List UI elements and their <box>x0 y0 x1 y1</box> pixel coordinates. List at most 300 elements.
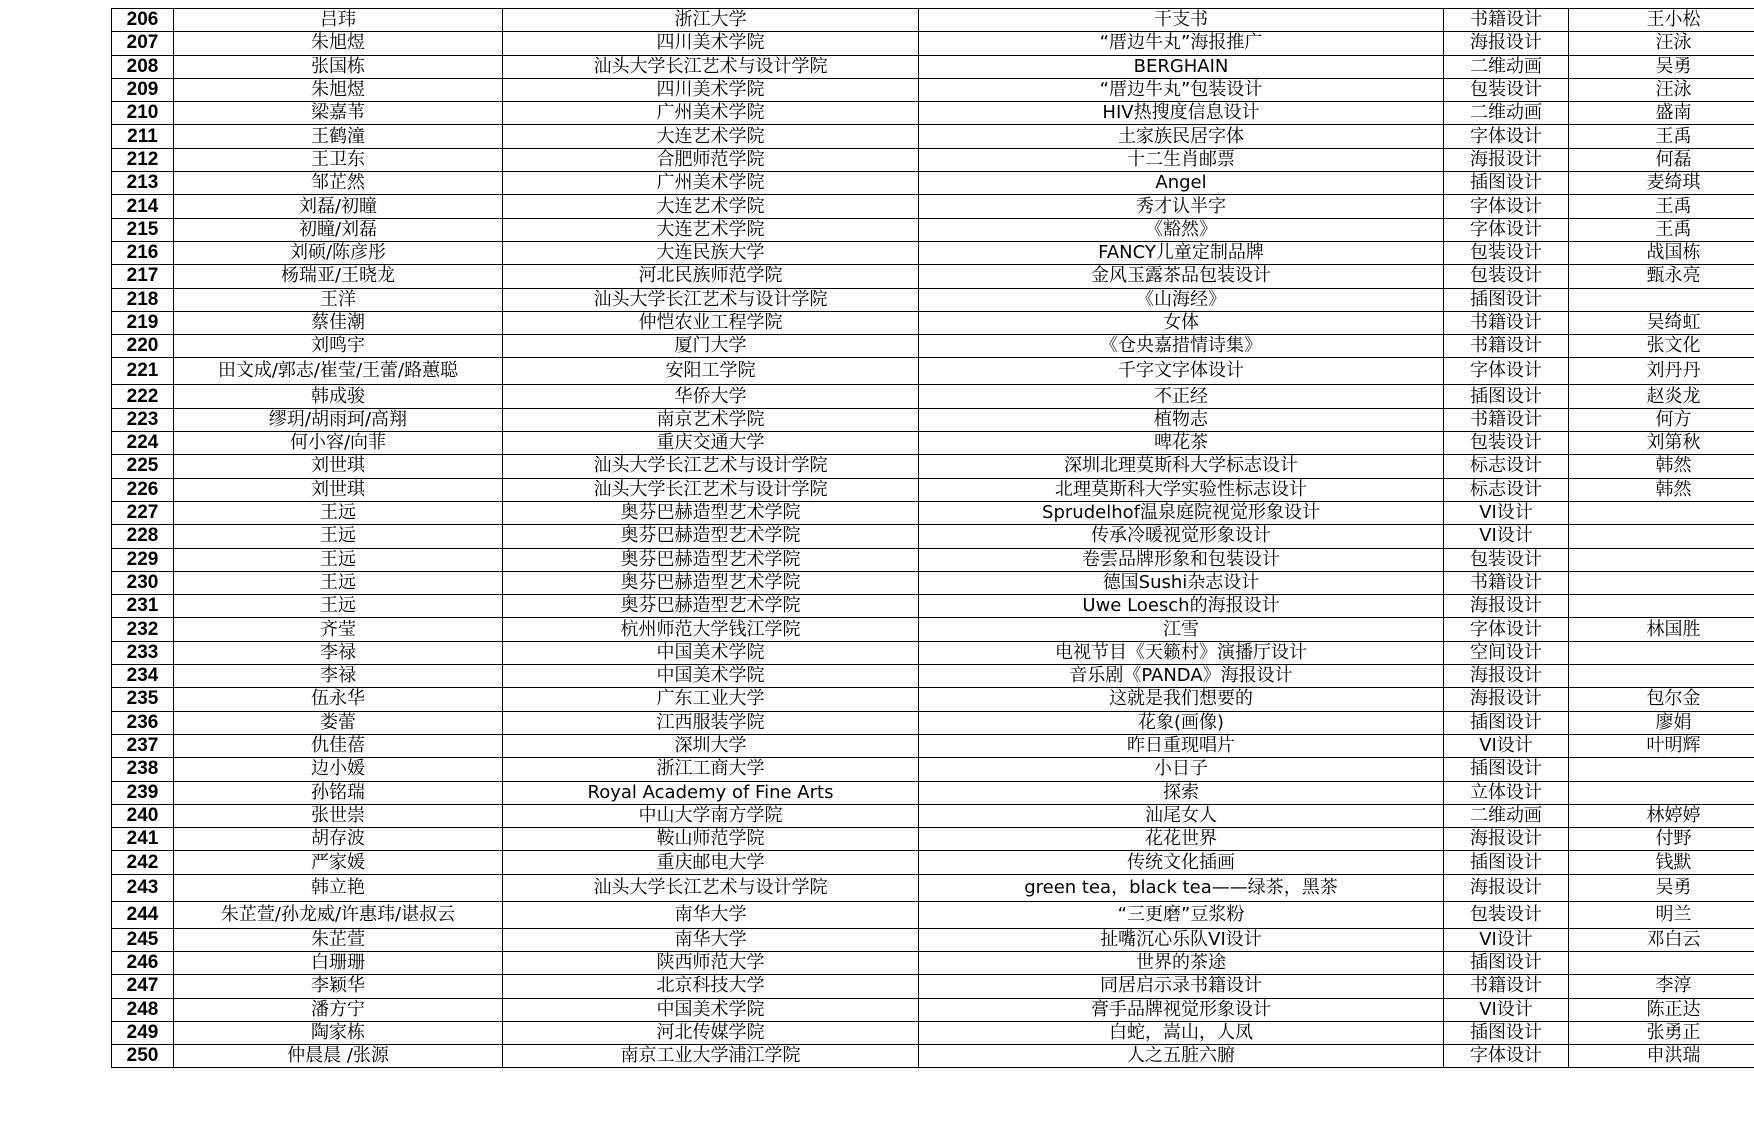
work-title-cell: Sprudelhof温泉庭院视觉形象设计 <box>919 501 1444 524</box>
tutor-cell: 甄永亮 <box>1569 265 1754 288</box>
author-cell: 仇佳蓓 <box>174 734 503 757</box>
tutor-cell <box>1569 571 1754 594</box>
school-cell: 安阳工学院 <box>503 358 919 385</box>
tutor-cell <box>1569 501 1754 524</box>
work-title-cell: Angel <box>919 172 1444 195</box>
category-cell: 海报设计 <box>1444 874 1569 901</box>
school-cell: 奥芬巴赫造型艺术学院 <box>503 571 919 594</box>
author-cell: 王洋 <box>174 288 503 311</box>
category-cell: 包装设计 <box>1444 901 1569 928</box>
entry-number-cell: 210 <box>112 102 174 125</box>
category-cell: 包装设计 <box>1444 548 1569 571</box>
table-row <box>112 828 1754 851</box>
author-cell: 李禄 <box>174 665 503 688</box>
entries-table <box>111 8 1754 1068</box>
category-cell: 空间设计 <box>1444 641 1569 664</box>
work-title-cell: 这就是我们想要的 <box>919 688 1444 711</box>
school-cell: 河北民族师范学院 <box>503 265 919 288</box>
author-cell: 刘磊/初瞳 <box>174 195 503 218</box>
work-title-cell: 小日子 <box>919 758 1444 781</box>
entry-number-cell: 249 <box>112 1021 174 1044</box>
tutor-cell <box>1569 665 1754 688</box>
entry-number-cell: 206 <box>112 9 174 32</box>
entry-number-cell: 230 <box>112 571 174 594</box>
table-row <box>112 665 1754 688</box>
entry-number-cell: 234 <box>112 665 174 688</box>
author-cell: 朱旭煜 <box>174 78 503 101</box>
table-row <box>112 385 1754 408</box>
category-cell: 字体设计 <box>1444 358 1569 385</box>
table-row <box>112 595 1754 618</box>
category-cell: 插图设计 <box>1444 385 1569 408</box>
tutor-cell: 刘第秋 <box>1569 432 1754 455</box>
school-cell: 鞍山师范学院 <box>503 828 919 851</box>
author-cell: 蔡佳潮 <box>174 311 503 334</box>
author-cell: 孙铭瑞 <box>174 781 503 804</box>
category-cell: 插图设计 <box>1444 1021 1569 1044</box>
category-cell: VI设计 <box>1444 998 1569 1021</box>
entry-number-cell: 235 <box>112 688 174 711</box>
category-cell: 字体设计 <box>1444 125 1569 148</box>
entry-number-cell: 215 <box>112 218 174 241</box>
tutor-cell: 刘丹丹 <box>1569 358 1754 385</box>
tutor-cell: 李淳 <box>1569 975 1754 998</box>
work-title-cell: 传承冷暖视觉形象设计 <box>919 525 1444 548</box>
tutor-cell: 付野 <box>1569 828 1754 851</box>
author-cell: 边小媛 <box>174 758 503 781</box>
work-title-cell: HIV热搜度信息设计 <box>919 102 1444 125</box>
entry-number-cell: 237 <box>112 734 174 757</box>
table-row <box>112 641 1754 664</box>
entry-number-cell: 240 <box>112 804 174 827</box>
table-row <box>112 408 1754 431</box>
author-cell: 朱旭煜 <box>174 32 503 55</box>
table-row <box>112 781 1754 804</box>
category-cell: 插图设计 <box>1444 288 1569 311</box>
table-row <box>112 571 1754 594</box>
category-cell: 海报设计 <box>1444 665 1569 688</box>
author-cell: 潘方宁 <box>174 998 503 1021</box>
table-row <box>112 455 1754 478</box>
category-cell: 书籍设计 <box>1444 975 1569 998</box>
work-title-cell: 探索 <box>919 781 1444 804</box>
school-cell: Royal Academy of Fine Arts <box>503 781 919 804</box>
entry-number-cell: 220 <box>112 335 174 358</box>
school-cell: 广州美术学院 <box>503 172 919 195</box>
table-row <box>112 172 1754 195</box>
category-cell: 插图设计 <box>1444 711 1569 734</box>
school-cell: 大连艺术学院 <box>503 195 919 218</box>
entry-number-cell: 245 <box>112 928 174 951</box>
school-cell: 广州美术学院 <box>503 102 919 125</box>
school-cell: 南京艺术学院 <box>503 408 919 431</box>
entry-number-cell: 213 <box>112 172 174 195</box>
author-cell: 仲晨晨 /张源 <box>174 1045 503 1068</box>
entry-number-cell: 222 <box>112 385 174 408</box>
work-title-cell: 深圳北理莫斯科大学标志设计 <box>919 455 1444 478</box>
work-title-cell: 十二生肖邮票 <box>919 148 1444 171</box>
work-title-cell: 人之五脏六腑 <box>919 1045 1444 1068</box>
author-cell: 娄蕾 <box>174 711 503 734</box>
entry-number-cell: 229 <box>112 548 174 571</box>
author-cell: 初瞳/刘磊 <box>174 218 503 241</box>
author-cell: 吕玮 <box>174 9 503 32</box>
school-cell: 浙江工商大学 <box>503 758 919 781</box>
school-cell: 陕西师范大学 <box>503 951 919 974</box>
tutor-cell: 林国胜 <box>1569 618 1754 641</box>
school-cell: 大连艺术学院 <box>503 218 919 241</box>
work-title-cell: 卷雲品牌形象和包装设计 <box>919 548 1444 571</box>
work-title-cell: 电视节目《天籁村》演播厅设计 <box>919 641 1444 664</box>
entry-number-cell: 208 <box>112 55 174 78</box>
school-cell: 广东工业大学 <box>503 688 919 711</box>
work-title-cell: 昨日重现唱片 <box>919 734 1444 757</box>
table-row <box>112 874 1754 901</box>
table-row <box>112 548 1754 571</box>
category-cell: VI设计 <box>1444 525 1569 548</box>
school-cell: 四川美术学院 <box>503 32 919 55</box>
author-cell: 田文成/郭志/崔莹/王蕾/路蕙聪 <box>174 358 503 385</box>
school-cell: 汕头大学长江艺术与设计学院 <box>503 455 919 478</box>
work-title-cell: 世界的茶途 <box>919 951 1444 974</box>
tutor-cell <box>1569 288 1754 311</box>
author-cell: 伍永华 <box>174 688 503 711</box>
author-cell: 陶家栋 <box>174 1021 503 1044</box>
school-cell: 奥芬巴赫造型艺术学院 <box>503 548 919 571</box>
table-row <box>112 432 1754 455</box>
entry-number-cell: 221 <box>112 358 174 385</box>
author-cell: 王远 <box>174 548 503 571</box>
category-cell: VI设计 <box>1444 501 1569 524</box>
school-cell: 江西服装学院 <box>503 711 919 734</box>
entry-number-cell: 217 <box>112 265 174 288</box>
table-row <box>112 851 1754 874</box>
work-title-cell: 秀才认半字 <box>919 195 1444 218</box>
entry-number-cell: 223 <box>112 408 174 431</box>
school-cell: 仲恺农业工程学院 <box>503 311 919 334</box>
work-title-cell: 同居启示录书籍设计 <box>919 975 1444 998</box>
tutor-cell <box>1569 595 1754 618</box>
author-cell: 王卫东 <box>174 148 503 171</box>
school-cell: 浙江大学 <box>503 9 919 32</box>
entry-number-cell: 224 <box>112 432 174 455</box>
work-title-cell: “三更磨”豆浆粉 <box>919 901 1444 928</box>
table-row <box>112 998 1754 1021</box>
category-cell: 插图设计 <box>1444 851 1569 874</box>
author-cell: 齐莹 <box>174 618 503 641</box>
table-row <box>112 478 1754 501</box>
school-cell: 中国美术学院 <box>503 998 919 1021</box>
table-row <box>112 711 1754 734</box>
entry-number-cell: 233 <box>112 641 174 664</box>
tutor-cell <box>1569 641 1754 664</box>
tutor-cell: 何方 <box>1569 408 1754 431</box>
school-cell: 杭州师范大学钱江学院 <box>503 618 919 641</box>
tutor-cell: 张文化 <box>1569 335 1754 358</box>
school-cell: 奥芬巴赫造型艺术学院 <box>503 525 919 548</box>
entry-number-cell: 236 <box>112 711 174 734</box>
category-cell: 标志设计 <box>1444 478 1569 501</box>
author-cell: 杨瑞亚/王晓龙 <box>174 265 503 288</box>
work-title-cell: 《山海经》 <box>919 288 1444 311</box>
table-row <box>112 758 1754 781</box>
entry-number-cell: 227 <box>112 501 174 524</box>
tutor-cell: 吴勇 <box>1569 55 1754 78</box>
author-cell: 胡存波 <box>174 828 503 851</box>
work-title-cell: 北理莫斯科大学实验性标志设计 <box>919 478 1444 501</box>
work-title-cell: 《豁然》 <box>919 218 1444 241</box>
category-cell: 立体设计 <box>1444 781 1569 804</box>
school-cell: 重庆交通大学 <box>503 432 919 455</box>
author-cell: 韩成骏 <box>174 385 503 408</box>
school-cell: 汕头大学长江艺术与设计学院 <box>503 288 919 311</box>
category-cell: 包装设计 <box>1444 78 1569 101</box>
school-cell: 厦门大学 <box>503 335 919 358</box>
work-title-cell: “厝边牛丸”包装设计 <box>919 78 1444 101</box>
author-cell: 严家媛 <box>174 851 503 874</box>
category-cell: 包装设计 <box>1444 432 1569 455</box>
table-row <box>112 335 1754 358</box>
school-cell: 大连艺术学院 <box>503 125 919 148</box>
school-cell: 奥芬巴赫造型艺术学院 <box>503 501 919 524</box>
school-cell: 北京科技大学 <box>503 975 919 998</box>
work-title-cell: 啤花茶 <box>919 432 1444 455</box>
work-title-cell: 扯嘴沉心乐队VI设计 <box>919 928 1444 951</box>
table-row <box>112 311 1754 334</box>
table-row <box>112 901 1754 928</box>
school-cell: 汕头大学长江艺术与设计学院 <box>503 478 919 501</box>
school-cell: 中国美术学院 <box>503 665 919 688</box>
entry-number-cell: 244 <box>112 901 174 928</box>
tutor-cell: 张勇正 <box>1569 1021 1754 1044</box>
table-row <box>112 78 1754 101</box>
tutor-cell: 麦绮琪 <box>1569 172 1754 195</box>
table-row <box>112 688 1754 711</box>
work-title-cell: FANCY儿童定制品牌 <box>919 241 1444 264</box>
entry-number-cell: 226 <box>112 478 174 501</box>
entry-number-cell: 241 <box>112 828 174 851</box>
table-row <box>112 125 1754 148</box>
school-cell: 中国美术学院 <box>503 641 919 664</box>
tutor-cell: 吴勇 <box>1569 874 1754 901</box>
work-title-cell: green tea，black tea——绿茶，黑茶 <box>919 874 1444 901</box>
school-cell: 南华大学 <box>503 901 919 928</box>
school-cell: 奥芬巴赫造型艺术学院 <box>503 595 919 618</box>
author-cell: 王远 <box>174 525 503 548</box>
category-cell: VI设计 <box>1444 734 1569 757</box>
author-cell: 张国栋 <box>174 55 503 78</box>
tutor-cell <box>1569 525 1754 548</box>
tutor-cell <box>1569 758 1754 781</box>
work-title-cell: 《仓央嘉措情诗集》 <box>919 335 1444 358</box>
table-row <box>112 195 1754 218</box>
work-title-cell: 德国Sushi杂志设计 <box>919 571 1444 594</box>
entry-number-cell: 207 <box>112 32 174 55</box>
category-cell: 海报设计 <box>1444 828 1569 851</box>
category-cell: 包装设计 <box>1444 241 1569 264</box>
author-cell: 王远 <box>174 501 503 524</box>
author-cell: 李禄 <box>174 641 503 664</box>
category-cell: 二维动画 <box>1444 55 1569 78</box>
table-row <box>112 928 1754 951</box>
author-cell: 王远 <box>174 571 503 594</box>
table-row <box>112 265 1754 288</box>
category-cell: 海报设计 <box>1444 688 1569 711</box>
tutor-cell: 汪泳 <box>1569 32 1754 55</box>
school-cell: 大连民族大学 <box>503 241 919 264</box>
table-row <box>112 1045 1754 1068</box>
tutor-cell: 王禹 <box>1569 195 1754 218</box>
author-cell: 刘硕/陈彦彤 <box>174 241 503 264</box>
entry-number-cell: 214 <box>112 195 174 218</box>
tutor-cell <box>1569 781 1754 804</box>
table-row <box>112 975 1754 998</box>
entry-number-cell: 247 <box>112 975 174 998</box>
entry-number-cell: 218 <box>112 288 174 311</box>
tutor-cell: 王禹 <box>1569 125 1754 148</box>
table-row <box>112 804 1754 827</box>
entry-number-cell: 212 <box>112 148 174 171</box>
work-title-cell: 花象(画像) <box>919 711 1444 734</box>
category-cell: 字体设计 <box>1444 218 1569 241</box>
work-title-cell: 江雪 <box>919 618 1444 641</box>
school-cell: 中山大学南方学院 <box>503 804 919 827</box>
school-cell: 合肥师范学院 <box>503 148 919 171</box>
category-cell: 海报设计 <box>1444 595 1569 618</box>
category-cell: 海报设计 <box>1444 148 1569 171</box>
school-cell: 深圳大学 <box>503 734 919 757</box>
category-cell: 海报设计 <box>1444 32 1569 55</box>
author-cell: 韩立艳 <box>174 874 503 901</box>
author-cell: 朱芷萱 <box>174 928 503 951</box>
tutor-cell: 韩然 <box>1569 455 1754 478</box>
tutor-cell <box>1569 951 1754 974</box>
school-cell: 重庆邮电大学 <box>503 851 919 874</box>
tutor-cell: 包尔金 <box>1569 688 1754 711</box>
work-title-cell: 传统文化插画 <box>919 851 1444 874</box>
category-cell: 标志设计 <box>1444 455 1569 478</box>
tutor-cell: 陈正达 <box>1569 998 1754 1021</box>
work-title-cell: 土家族民居字体 <box>919 125 1444 148</box>
category-cell: 书籍设计 <box>1444 311 1569 334</box>
school-cell: 汕头大学长江艺术与设计学院 <box>503 55 919 78</box>
entry-number-cell: 242 <box>112 851 174 874</box>
school-cell: 南京工业大学浦江学院 <box>503 1045 919 1068</box>
table-row <box>112 55 1754 78</box>
work-title-cell: Uwe Loesch的海报设计 <box>919 595 1444 618</box>
work-title-cell: 女体 <box>919 311 1444 334</box>
tutor-cell: 韩然 <box>1569 478 1754 501</box>
category-cell: 书籍设计 <box>1444 408 1569 431</box>
tutor-cell: 申洪瑞 <box>1569 1045 1754 1068</box>
tutor-cell: 林婷婷 <box>1569 804 1754 827</box>
entry-number-cell: 246 <box>112 951 174 974</box>
work-title-cell: 干支书 <box>919 9 1444 32</box>
tutor-cell: 廖娟 <box>1569 711 1754 734</box>
category-cell: 字体设计 <box>1444 1045 1569 1068</box>
tutor-cell: 赵炎龙 <box>1569 385 1754 408</box>
work-title-cell: 白蛇，嵩山，人凤 <box>919 1021 1444 1044</box>
table-row <box>112 525 1754 548</box>
work-title-cell: 花花世界 <box>919 828 1444 851</box>
entry-number-cell: 232 <box>112 618 174 641</box>
table-row <box>112 618 1754 641</box>
author-cell: 邹芷然 <box>174 172 503 195</box>
tutor-cell: 王小松 <box>1569 9 1754 32</box>
tutor-cell: 钱默 <box>1569 851 1754 874</box>
tutor-cell: 明兰 <box>1569 901 1754 928</box>
category-cell: 二维动画 <box>1444 804 1569 827</box>
school-cell: 华侨大学 <box>503 385 919 408</box>
category-cell: 插图设计 <box>1444 172 1569 195</box>
table-row <box>112 9 1754 32</box>
category-cell: 书籍设计 <box>1444 571 1569 594</box>
entry-number-cell: 250 <box>112 1045 174 1068</box>
author-cell: 白珊珊 <box>174 951 503 974</box>
work-title-cell: 植物志 <box>919 408 1444 431</box>
author-cell: 李颖华 <box>174 975 503 998</box>
school-cell: 河北传媒学院 <box>503 1021 919 1044</box>
table-row <box>112 501 1754 524</box>
category-cell: 插图设计 <box>1444 758 1569 781</box>
work-title-cell: BERGHAIN <box>919 55 1444 78</box>
category-cell: 插图设计 <box>1444 951 1569 974</box>
table-row <box>112 951 1754 974</box>
category-cell: 字体设计 <box>1444 618 1569 641</box>
author-cell: 梁嘉苇 <box>174 102 503 125</box>
table-row <box>112 32 1754 55</box>
work-title-cell: 金风玉露茶品包装设计 <box>919 265 1444 288</box>
entry-number-cell: 209 <box>112 78 174 101</box>
school-cell: 南华大学 <box>503 928 919 951</box>
category-cell: 字体设计 <box>1444 195 1569 218</box>
entry-number-cell: 228 <box>112 525 174 548</box>
table-row <box>112 148 1754 171</box>
work-title-cell: “厝边牛丸”海报推广 <box>919 32 1444 55</box>
entry-number-cell: 231 <box>112 595 174 618</box>
entry-number-cell: 248 <box>112 998 174 1021</box>
school-cell: 四川美术学院 <box>503 78 919 101</box>
table-row <box>112 734 1754 757</box>
author-cell: 王鹤潼 <box>174 125 503 148</box>
tutor-cell: 何磊 <box>1569 148 1754 171</box>
entry-number-cell: 216 <box>112 241 174 264</box>
table-row <box>112 102 1754 125</box>
entries-table-body <box>112 9 1754 1068</box>
author-cell: 王远 <box>174 595 503 618</box>
category-cell: 包装设计 <box>1444 265 1569 288</box>
category-cell: 二维动画 <box>1444 102 1569 125</box>
category-cell: 书籍设计 <box>1444 9 1569 32</box>
table-row <box>112 218 1754 241</box>
author-cell: 刘鸣宇 <box>174 335 503 358</box>
author-cell: 何小容/向菲 <box>174 432 503 455</box>
work-title-cell: 音乐剧《PANDA》海报设计 <box>919 665 1444 688</box>
tutor-cell: 战国栋 <box>1569 241 1754 264</box>
category-cell: VI设计 <box>1444 928 1569 951</box>
work-title-cell: 膏手品牌视觉形象设计 <box>919 998 1444 1021</box>
table-row <box>112 241 1754 264</box>
tutor-cell: 吴绮虹 <box>1569 311 1754 334</box>
work-title-cell: 千字文字体设计 <box>919 358 1444 385</box>
entry-number-cell: 243 <box>112 874 174 901</box>
tutor-cell: 叶明辉 <box>1569 734 1754 757</box>
entry-number-cell: 239 <box>112 781 174 804</box>
school-cell: 汕头大学长江艺术与设计学院 <box>503 874 919 901</box>
table-row <box>112 1021 1754 1044</box>
category-cell: 书籍设计 <box>1444 335 1569 358</box>
tutor-cell: 邓白云 <box>1569 928 1754 951</box>
